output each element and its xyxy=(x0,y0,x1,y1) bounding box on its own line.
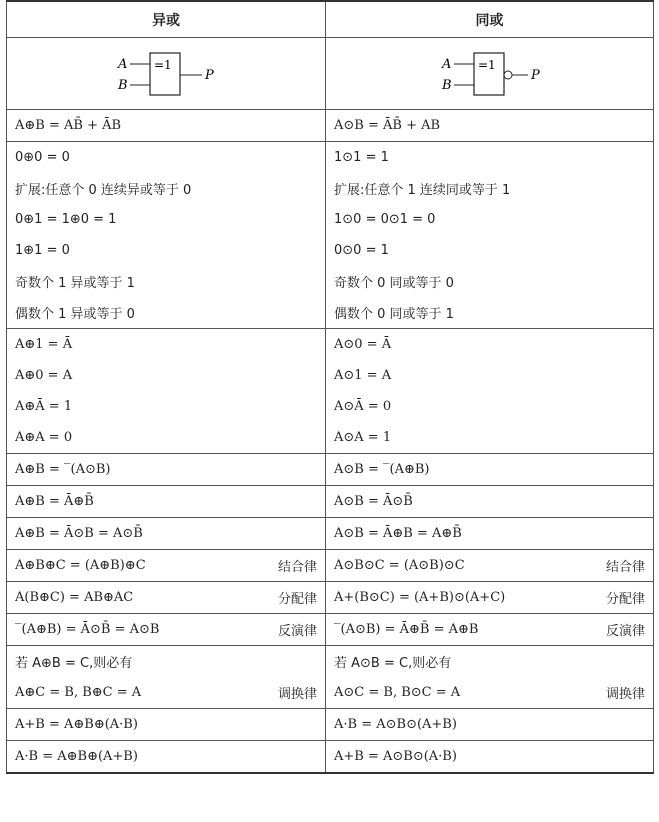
xor-gate-input-a: A xyxy=(118,56,128,72)
xnor-gate-input-b: B xyxy=(441,77,452,93)
associative-law-row xyxy=(7,550,654,582)
xnor-rule: 扩展:任意个 1 连续同或等于 1 xyxy=(334,183,511,198)
law-label: 分配律 xyxy=(605,592,645,607)
header-row xyxy=(7,1,654,38)
xnor-gate-output: P xyxy=(530,67,540,83)
xor-distributive: A(B⊕C) = AB⊕AC xyxy=(15,590,134,605)
xor-rule: 偶数个 1 异或等于 0 xyxy=(15,307,135,322)
and-or-relation-row xyxy=(7,741,654,774)
xor-xnor-table xyxy=(6,0,654,774)
xor-rule: 0⊕1 = 1⊕0 = 1 xyxy=(15,212,117,227)
variable-rules-row xyxy=(7,329,654,454)
xnor-distributive: A+(B⊙C) = (A+B)⊙(A+C) xyxy=(334,590,506,605)
law-label: 反演律 xyxy=(277,624,317,639)
xor-rule: A⊕B = ‾(A⊙B) xyxy=(15,462,111,477)
law-label: 结合律 xyxy=(277,560,317,575)
xnor-rule: A⊙B = Ā⊙B̄ xyxy=(334,494,413,509)
xor-associative: A⊕B⊕C = (A⊕B)⊕C xyxy=(15,558,146,573)
xor-gate-cell xyxy=(7,38,326,110)
xnor-gate-symbol xyxy=(420,47,560,97)
xor-exchange-result: A⊕C = B, B⊕C = A xyxy=(15,685,142,700)
law-label: 调换律 xyxy=(605,687,645,702)
xor-rule: A⊕B = Ā⊕B̄ xyxy=(15,494,94,509)
xnor-gate-cell xyxy=(326,38,654,110)
xor-gate-symbol xyxy=(96,47,236,97)
xnor-rule: A⊙B = Ā⊕B = A⊕B̄ xyxy=(334,526,462,541)
xor-rule: A⊕1 = Ā xyxy=(15,337,73,352)
xor-rule: A⊕Ā = 1 xyxy=(15,399,73,414)
xor-rule: A⊕0 = A xyxy=(15,368,73,383)
xnor-gate-input-a: A xyxy=(441,56,451,72)
law-label: 调换律 xyxy=(277,687,317,702)
xor-gate-output: P xyxy=(205,67,214,83)
law-label: 结合律 xyxy=(605,560,645,575)
xnor-rule: 1⊙0 = 0⊙1 = 0 xyxy=(334,212,436,227)
xnor-inversion-bubble xyxy=(504,71,512,79)
double-negation-row xyxy=(7,486,654,518)
xnor-rule: A⊙Ā = 0 xyxy=(334,399,392,414)
xor-gate-label: =1 xyxy=(154,57,172,72)
xnor-definition: A⊙B = ĀB̄ + AB xyxy=(334,118,441,133)
xor-relation: A·B = A⊕B⊕(A+B) xyxy=(15,749,138,764)
xor-exchange-premise: 若 A⊕B = C,则必有 xyxy=(15,656,133,671)
constants-row xyxy=(7,142,654,329)
xnor-rule: A⊙A = 1 xyxy=(334,430,392,445)
demorgan-law-row xyxy=(7,614,654,646)
xnor-rule: A⊙0 = Ā xyxy=(334,337,392,352)
header-xor: 异或 xyxy=(7,1,326,38)
distributive-law-row xyxy=(7,582,654,614)
header-xnor: 同或 xyxy=(326,1,654,38)
xnor-demorgan: ‾(A⊙B) = Ā⊕B̄ = A⊕B xyxy=(334,622,479,637)
xnor-exchange-premise: 若 A⊙B = C,则必有 xyxy=(334,656,452,671)
gate-symbol-row xyxy=(7,38,654,110)
xor-rule: 奇数个 1 异或等于 1 xyxy=(15,276,135,291)
law-label: 反演律 xyxy=(605,624,645,639)
xnor-rule: A⊙1 = A xyxy=(334,368,392,383)
xor-relation: A+B = A⊕B⊕(A·B) xyxy=(15,717,138,732)
xnor-associative: A⊙B⊙C = (A⊙B)⊙C xyxy=(334,558,465,573)
xor-definition: A⊕B = AB̄ + ĀB xyxy=(15,118,122,133)
xnor-rule: 偶数个 0 同或等于 1 xyxy=(334,307,454,322)
xnor-exchange-result: A⊙C = B, B⊙C = A xyxy=(334,685,461,700)
xor-rule: 1⊕1 = 0 xyxy=(15,243,70,258)
xnor-relation: A·B = A⊙B⊙(A+B) xyxy=(334,717,457,732)
xor-gate-input-b: B xyxy=(118,77,128,93)
xnor-relation: A+B = A⊙B⊙(A·B) xyxy=(334,749,457,764)
xor-rule: 0⊕0 = 0 xyxy=(15,150,70,165)
xnor-rule: A⊙B = ‾(A⊕B) xyxy=(334,462,430,477)
xor-rule: A⊕A = 0 xyxy=(15,430,73,445)
xnor-rule: 1⊙1 = 1 xyxy=(334,150,389,165)
or-and-relation-row xyxy=(7,709,654,741)
xor-rule: A⊕B = Ā⊙B = A⊙B̄ xyxy=(15,526,143,541)
xnor-gate-label: =1 xyxy=(477,57,496,72)
xnor-rule: 0⊙0 = 1 xyxy=(334,243,389,258)
xnor-rule: 奇数个 0 同或等于 0 xyxy=(334,276,454,291)
definition-row xyxy=(7,110,654,142)
exchange-law-row xyxy=(7,646,654,709)
xor-rule: 扩展:任意个 0 连续异或等于 0 xyxy=(15,183,192,198)
complement-row xyxy=(7,454,654,486)
single-negation-row xyxy=(7,518,654,550)
law-label: 分配律 xyxy=(277,592,317,607)
xor-demorgan: ‾(A⊕B) = Ā⊙B̄ = A⊙B xyxy=(15,622,160,637)
